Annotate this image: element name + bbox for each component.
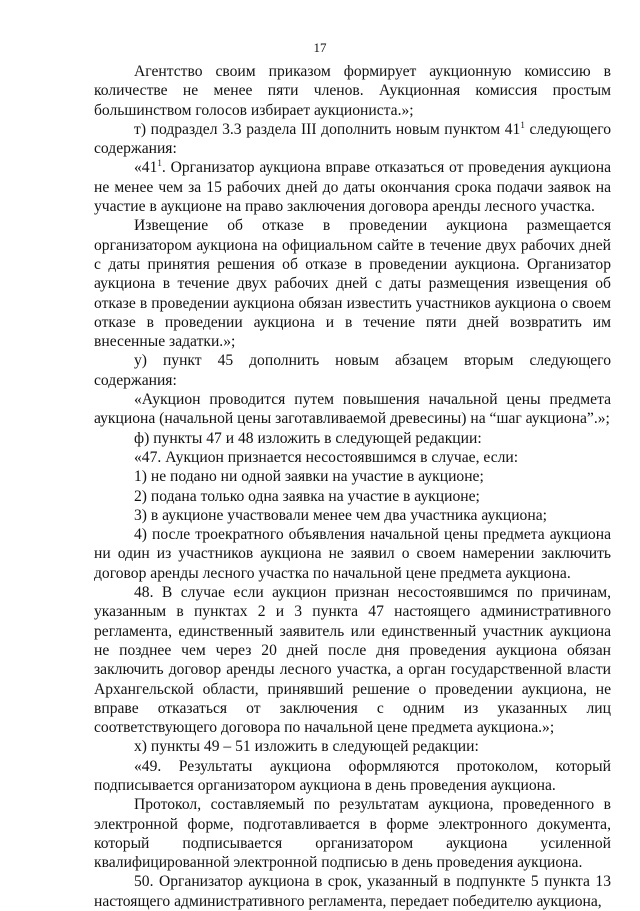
paragraph xyxy=(94,120,611,159)
paragraph xyxy=(94,158,611,216)
page-number: 17 xyxy=(313,40,327,55)
paragraph-text: т) подраздел 3.3 раздела III дополнить новым пунктом 41 xyxy=(134,120,521,138)
paragraph-text: следующего содержания: xyxy=(94,120,612,158)
paragraph: Агентство своим приказом формирует аукционную комиссию в количестве не менее пяти членов. Аукционная комиссия простым большинством голосов избирает аукциониста.»; xyxy=(94,63,611,119)
paragraph-text: . Организатор аукциона вправе отказаться от проведения аукциона не менее чем за 15 рабочих дней до даты окончания срока подачи заявок на участие в аукционе на право заключения договора аренды лесного участка. xyxy=(94,159,611,216)
paragraph: «49. Результаты аукциона оформляются протоколом, который подписывается организатором аукциона в день проведения аукциона. xyxy=(94,757,611,794)
document-body xyxy=(94,62,611,911)
superscript: 1 xyxy=(157,158,162,169)
paragraph: 1) не подано ни одной заявки на участие в аукционе; xyxy=(134,468,484,486)
paragraph-text: «41 xyxy=(134,159,158,177)
paragraph: 50. Организатор аукциона в срок, указанный в подпункте 5 пункта 13 настоящего административного регламента, передает победителю аукциона, xyxy=(94,873,611,910)
paragraph: 4) после троекратного объявления начальной цены предмета аукциона ни один из участников аукциона не заявил о своем намерении заключить договор аренды лесного участка по начальной цене предмета аукциона. xyxy=(94,526,611,582)
paragraph: Извещение об отказе в проведении аукциона размещается организатором аукциона на официальном сайте в течение двух рабочих дней с даты принятия решения об отказе в проведении аукциона. Организатор аукциона в течение двух рабочих дней с даты размещения извещения об отказе в проведении аукциона обязан известить участников аукциона о своем отказе в проведении аукциона и в течение пяти дней возвратить им внесенные задатки.»; xyxy=(94,217,611,351)
paragraph: 2) подана только одна заявка на участие в аукционе; xyxy=(134,487,480,505)
paragraph: ф) пункты 47 и 48 изложить в следующей редакции: xyxy=(134,429,482,447)
superscript: 1 xyxy=(520,119,525,130)
paragraph: 48. В случае если аукцион признан несостоявшимся по причинам, указанным в пунктах 2 и 3 пункта 47 настоящего административного регламента, единственный заявитель или единственный участник аукциона не позднее чем через 20 дней после дня проведения аукциона обязан заключить договор аренды лесного участка, а орган государственной власти Архангельской области, принявший решение о проведении аукциона, не вправе отказаться от заключения с одним из указанных лиц соответствующего договора по начальной цене предмета аукциона.»; xyxy=(94,584,611,737)
paragraph: 3) в аукционе участвовали менее чем два участника аукциона; xyxy=(134,506,547,524)
paragraph: Протокол, составляемый по результатам аукциона, проведенного в электронной форме, подготавливается в форме электронного документа, который подписывается организатором аукциона усиленной квалифицированной электронной подписью в день проведения аукциона. xyxy=(94,796,611,872)
paragraph: «Аукцион проводится путем повышения начальной цены предмета аукциона (начальной цены заготавливаемой древесины) на “шаг аукциона”.»; xyxy=(94,391,611,428)
paragraph: у) пункт 45 дополнить новым абзацем вторым следующего содержания: xyxy=(94,352,611,389)
paragraph: х) пункты 49 – 51 изложить в следующей редакции: xyxy=(134,738,479,756)
paragraph: «47. Аукцион признается несостоявшимся в случае, если: xyxy=(134,448,519,466)
